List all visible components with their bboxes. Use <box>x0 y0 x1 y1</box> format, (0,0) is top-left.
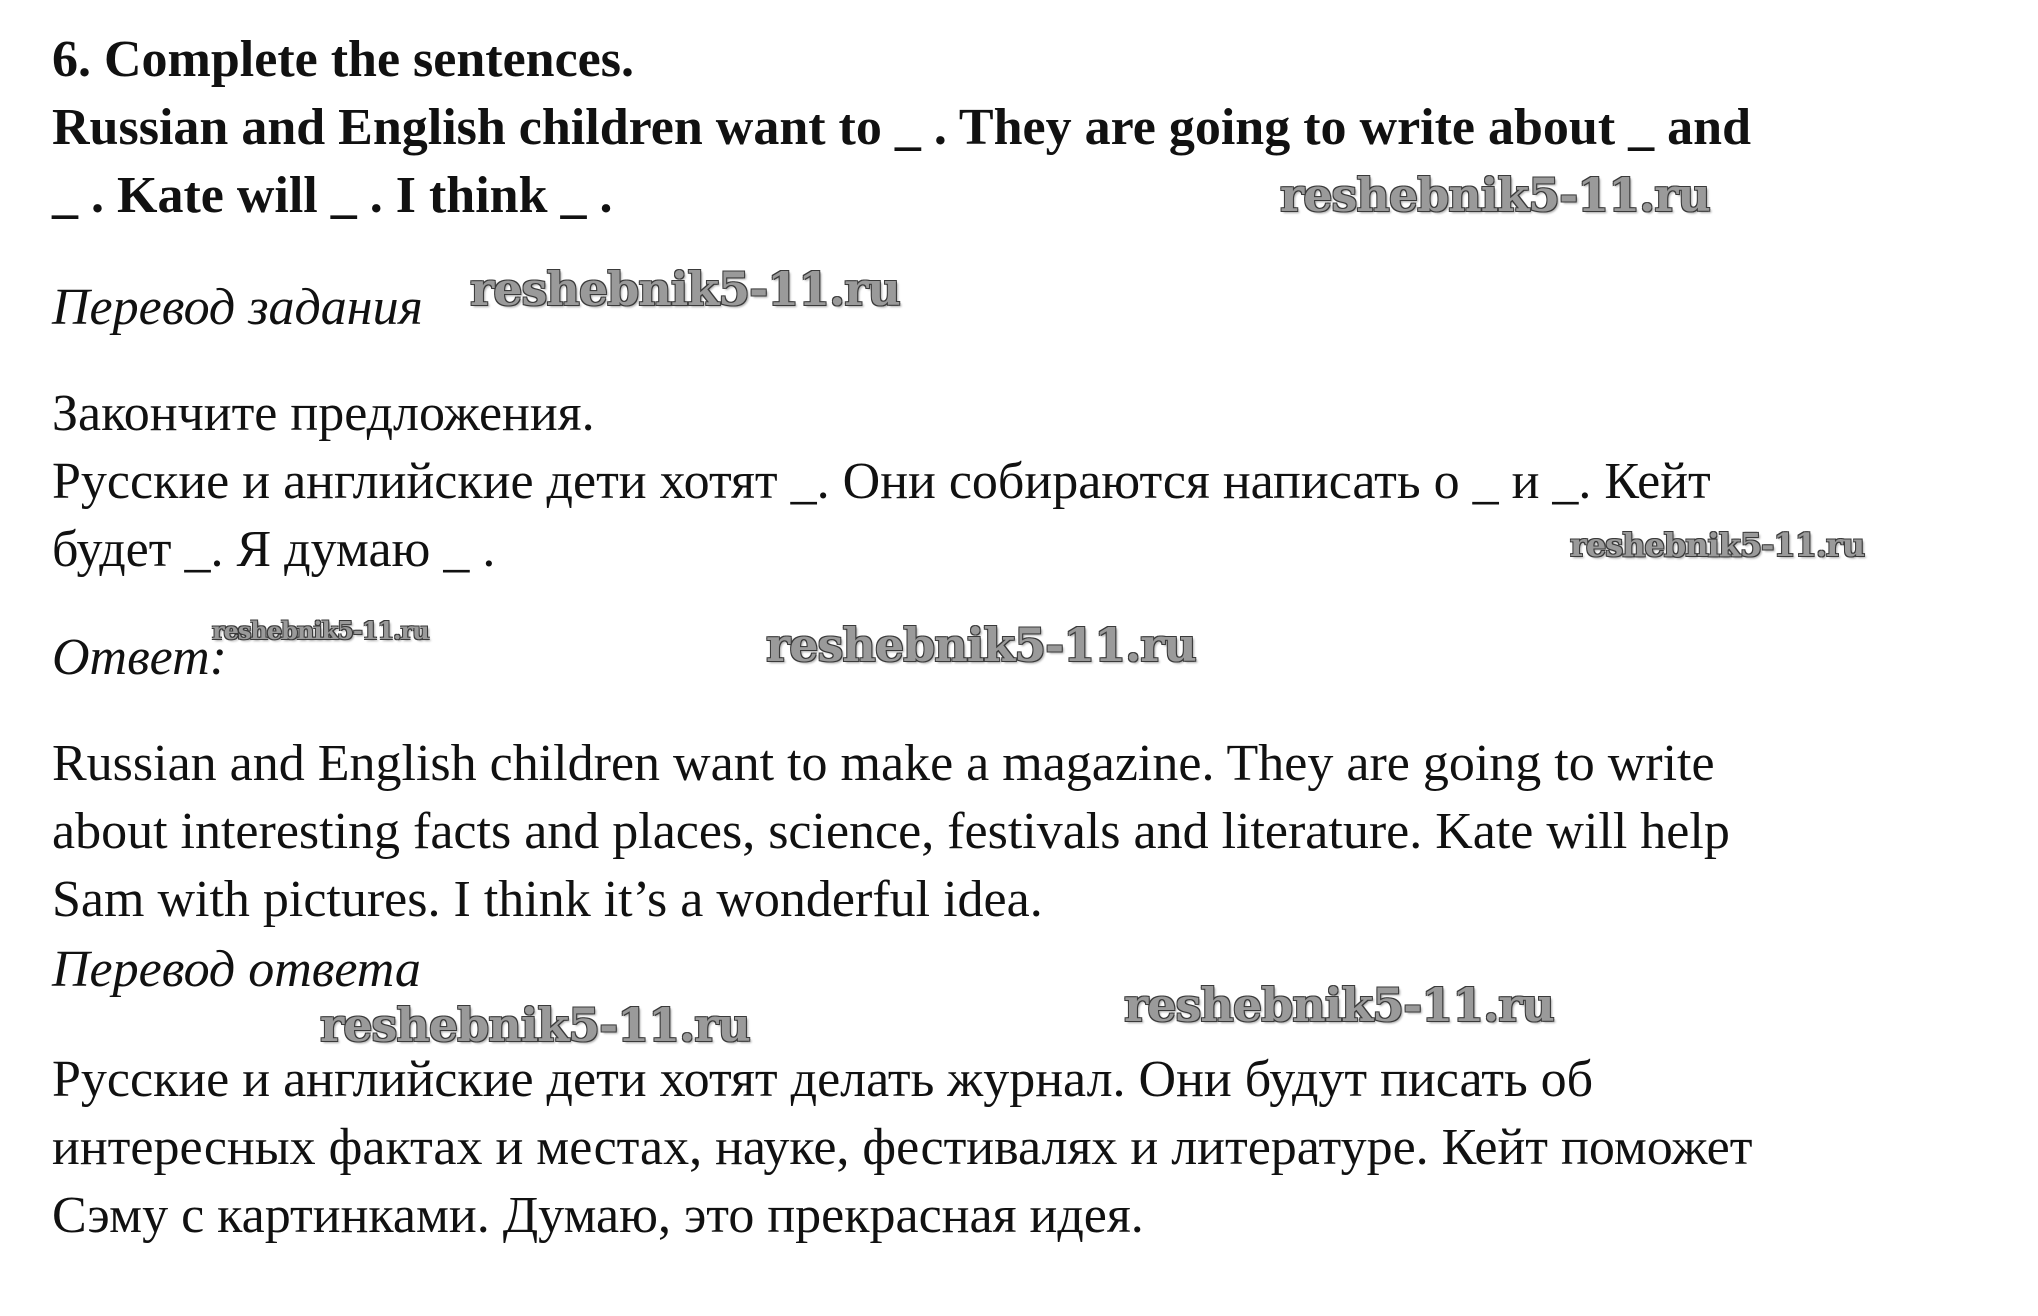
watermark-logo: reshebnik5-11.ru <box>212 616 429 645</box>
watermark-logo: reshebnik5-11.ru <box>766 618 1196 672</box>
answer-line-3: Sam with pictures. I think it’s a wonderful idea. <box>52 871 1043 928</box>
task-title: 6. Complete the sentences. <box>52 31 634 88</box>
task-translation-line-1: Закончите предложения. <box>52 385 595 442</box>
watermark-logo: reshebnik5-11.ru <box>1280 168 1710 222</box>
task-line-2: _ . Kate will _ . I think _ . <box>52 167 613 224</box>
watermark-logo: reshebnik5-11.ru <box>1124 978 1554 1032</box>
answer-translation-line-3: Сэму с картинками. Думаю, это прекрасная идея. <box>52 1187 1144 1244</box>
watermark-logo: reshebnik5-11.ru <box>1570 526 1865 564</box>
answer-line-1: Russian and English children want to make a magazine. They are going to write <box>52 735 1715 792</box>
task-translation-heading: Перевод задания <box>52 279 423 336</box>
watermark-logo: reshebnik5-11.ru <box>320 998 750 1052</box>
answer-translation-line-1: Русские и английские дети хотят делать журнал. Они будут писать об <box>52 1051 1594 1108</box>
answer-heading: Ответ: <box>52 629 227 686</box>
answer-translation-heading: Перевод ответа <box>52 941 421 998</box>
answer-line-2: about interesting facts and places, science, festivals and literature. Kate will help <box>52 803 1730 860</box>
task-translation-line-3: будет _. Я думаю _ . <box>52 521 496 578</box>
task-line-1: Russian and English children want to _ . They are going to write about _ and <box>52 99 1751 156</box>
answer-translation-line-2: интересных фактах и местах, науке, фестивалях и литературе. Кейт поможет <box>52 1119 1753 1176</box>
task-translation-line-2: Русские и английские дети хотят _. Они собираются написать о _ и _. Кейт <box>52 453 1711 510</box>
watermark-logo: reshebnik5-11.ru <box>470 262 900 316</box>
